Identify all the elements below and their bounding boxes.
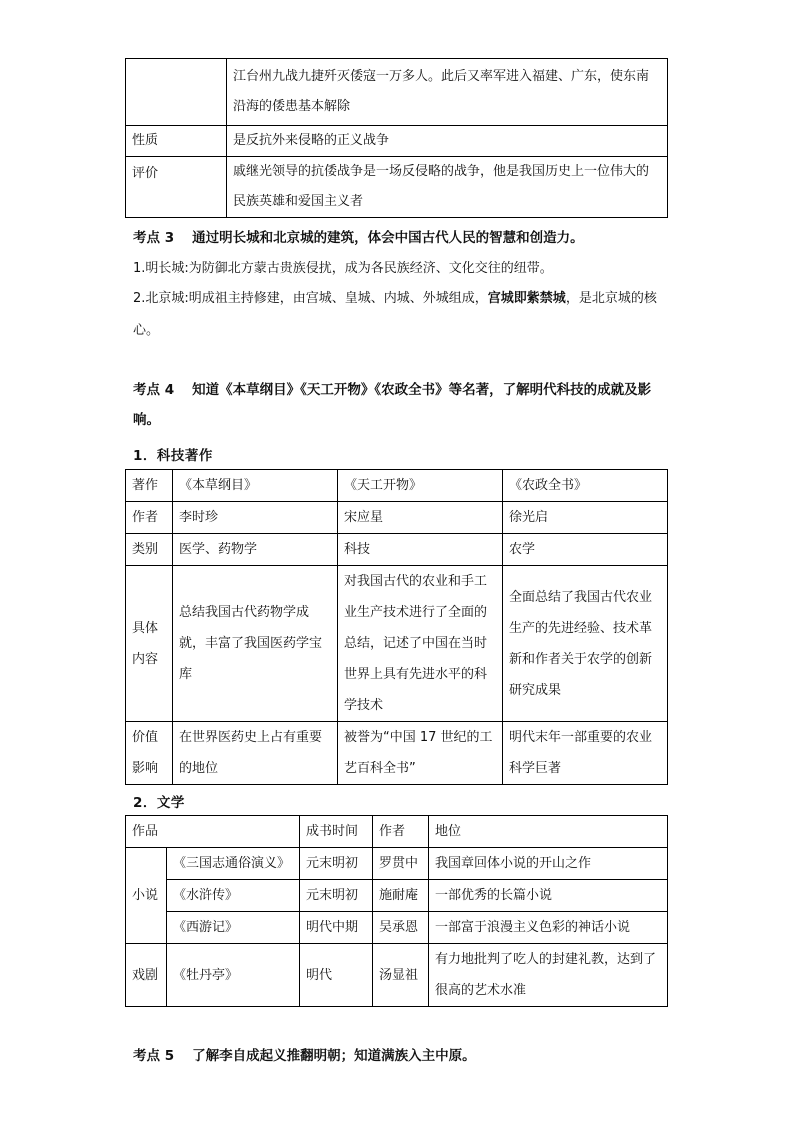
table-cell: 江台州九战九捷歼灭倭寇一万多人。此后又率军进入福建、广东，使东南沿海的倭患基本解除 — [227, 59, 668, 126]
kaodian3-title: 通过明长城和北京城的建筑，体会中国古代人民的智慧和创造力。 — [192, 230, 584, 246]
literature-table — [125, 815, 668, 1007]
table-cell: 李时珍 — [173, 502, 338, 534]
kaodian4-heading — [133, 375, 668, 435]
table-cell: 性质 — [126, 126, 227, 157]
kaodian4-title: 知道《本草纲目》《天工开物》《农政全书》等名著，了解明代科技的成就及影响。 — [133, 382, 652, 428]
table-cell: 明代末年一部重要的农业科学巨著 — [503, 722, 668, 785]
table-cell: 对我国古代的农业和手工业生产技术进行了全面的总结，记述了中国在当时世界上具有先进水平的科学技术 — [338, 566, 503, 722]
table-cell — [126, 59, 227, 126]
table-cell: 科技 — [338, 534, 503, 566]
table-cell: 《农政全书》 — [503, 470, 668, 502]
table-row — [126, 126, 668, 157]
table-cell: 总结我国古代药物学成就，丰富了我国医药学宝库 — [173, 566, 338, 722]
table-cell: 价值影响 — [126, 722, 173, 785]
table-row — [126, 912, 668, 944]
table-cell: 作者 — [126, 502, 173, 534]
table-row — [126, 59, 668, 126]
qi-jiguang-table — [125, 58, 668, 218]
table-row — [126, 157, 668, 218]
table-cell: 有力地批判了吃人的封建礼教，达到了很高的艺术水准 — [429, 944, 668, 1007]
kaodian3-p2 — [133, 283, 668, 347]
table-cell: 汤显祖 — [373, 944, 429, 1007]
table-cell: 具体内容 — [126, 566, 173, 722]
table-cell: 评价 — [126, 157, 227, 218]
table-row — [126, 944, 668, 1007]
table-row — [126, 534, 668, 566]
p2-prefix: 2.北京城:明成祖主持修建，由宫城、皇城、内城、外城组成， — [133, 291, 488, 306]
kaodian3-tag: 考点 3 — [133, 230, 175, 246]
table-cell: 一部富于浪漫主义色彩的神话小说 — [429, 912, 668, 944]
table-row — [126, 816, 668, 848]
kaodian4-sub2: 2．文学 — [133, 795, 185, 811]
table-row — [126, 848, 668, 880]
kaodian5-heading — [133, 1044, 476, 1064]
kaodian5-title: 了解李自成起义推翻明朝；知道满族入主中原。 — [192, 1048, 476, 1064]
table-cell: 在世界医药史上占有重要的地位 — [173, 722, 338, 785]
table-cell: 小说 — [126, 848, 167, 944]
table-cell: 地位 — [429, 816, 668, 848]
table-cell: 是反抗外来侵略的正义战争 — [227, 126, 668, 157]
table-cell: 《天工开物》 — [338, 470, 503, 502]
table-cell: 作品 — [126, 816, 300, 848]
table-cell: 《牡丹亭》 — [167, 944, 300, 1007]
table-cell: 作者 — [373, 816, 429, 848]
table-row — [126, 722, 668, 785]
p2-suffix: ，是北京城的核心。 — [133, 291, 657, 338]
table-cell: 明代中期 — [300, 912, 373, 944]
kaodian4-tag: 考点 4 — [133, 382, 175, 398]
table-cell: 农学 — [503, 534, 668, 566]
table-cell: 我国章回体小说的开山之作 — [429, 848, 668, 880]
kaodian3-p1: 1.明长城:为防御北方蒙古贵族侵扰，成为各民族经济、文化交往的纽带。 — [133, 261, 553, 276]
table-cell: 类别 — [126, 534, 173, 566]
table-cell: 《水浒传》 — [167, 880, 300, 912]
table-cell: 宋应星 — [338, 502, 503, 534]
table-cell: 元末明初 — [300, 848, 373, 880]
table-row — [126, 502, 668, 534]
kaodian4-sub1: 1．科技著作 — [133, 448, 213, 464]
table-cell: 戚继光领导的抗倭战争是一场反侵略的战争，他是我国历史上一位伟大的民族英雄和爱国主义者 — [227, 157, 668, 218]
table-row — [126, 880, 668, 912]
table-cell: 吴承恩 — [373, 912, 429, 944]
table-cell: 一部优秀的长篇小说 — [429, 880, 668, 912]
table-cell: 著作 — [126, 470, 173, 502]
table-row — [126, 566, 668, 722]
table-cell: 《西游记》 — [167, 912, 300, 944]
table-cell: 《本草纲目》 — [173, 470, 338, 502]
table-cell: 罗贯中 — [373, 848, 429, 880]
table-cell: 全面总结了我国古代农业生产的先进经验、技术革新和作者关于农学的创新研究成果 — [503, 566, 668, 722]
table-cell: 徐光启 — [503, 502, 668, 534]
table-cell: 元末明初 — [300, 880, 373, 912]
table-cell: 明代 — [300, 944, 373, 1007]
kaodian5-tag: 考点 5 — [133, 1048, 175, 1064]
table-cell: 《三国志通俗演义》 — [167, 848, 300, 880]
science-works-table — [125, 469, 668, 785]
table-cell: 医学、药物学 — [173, 534, 338, 566]
kaodian3-heading — [133, 226, 584, 246]
table-row — [126, 470, 668, 502]
table-cell: 戏剧 — [126, 944, 167, 1007]
table-cell: 成书时间 — [300, 816, 373, 848]
table-cell: 被誉为“中国 17 世纪的工艺百科全书” — [338, 722, 503, 785]
p2-bold: 宫城即紫禁城 — [487, 291, 566, 306]
table-cell: 施耐庵 — [373, 880, 429, 912]
